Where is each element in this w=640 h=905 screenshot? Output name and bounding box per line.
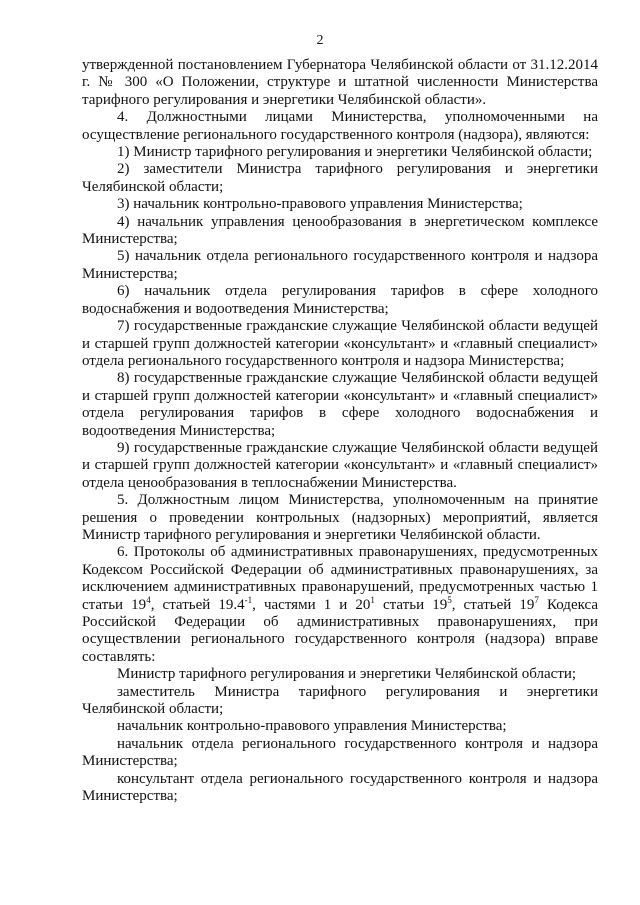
list-item-text: 5) начальник отдела регионального государственного контроля и надзора Министерства; (82, 248, 598, 282)
superscript: 5 (447, 594, 452, 605)
list-item (82, 144, 598, 161)
paragraph-text: Кодекса Российской Федерации об административных правонарушениях, при осуществлении регионального государственного контроля (надзора) вправе составлять: (82, 596, 599, 665)
paragraph-text: 6. Протоколы об административных правонарушениях, предусмотренных Кодексом Российской Федерации об административных правонарушениях, за исключением административных правонарушений, предусмотренных частью 1 статьи 19 (82, 544, 598, 613)
list-item (82, 771, 598, 806)
paragraph (82, 544, 598, 666)
list-item-text: 6) начальник отдела регулирования тарифов в сфере холодного водоснабжения и водоотведения Министерства; (82, 283, 598, 317)
document-body (82, 57, 598, 805)
paragraph-text: утвержденной постановлением Губернатора Челябинской области от 31.12.2014 г. № 300 «О Положении, структуре и штатной численности Министерства тарифного регулирования и энергетики Челябинской области». (82, 57, 598, 108)
paragraph-text: статьи 19 (374, 596, 448, 613)
list-item-text: начальник отдела регионального государственного контроля и надзора Министерства; (82, 735, 598, 770)
superscript: -1 (244, 594, 253, 605)
list-item-text: 7) государственные гражданские служащие Челябинской области ведущей и старшей групп должностей категории «консультант» и «главный специалист» отдела регионального государственного контроля и надзора Министерства; (82, 318, 598, 369)
list-item (82, 283, 598, 318)
paragraph-text: 5. Должностным лицом Министерства, уполномоченным на принятие решения о проведении контрольных (надзорных) мероприятий, является Министр тарифного регулирования и энергетики Челябинской области. (82, 492, 598, 543)
list-item-text: заместитель Министра тарифного регулирования и энергетики Челябинской области; (82, 683, 598, 718)
list-item-text: Министр тарифного регулирования и энергетики Челябинской области; (117, 666, 577, 683)
superscript: 7 (534, 594, 539, 605)
list-item (82, 684, 598, 719)
superscript: 1 (370, 594, 375, 605)
page-number: 2 (316, 33, 324, 48)
list-item (82, 370, 598, 440)
paragraph-text: , статьей 19.4 (150, 596, 245, 613)
list-item-text: 2) заместители Министра тарифного регулирования и энергетики Челябинской области; (82, 161, 598, 195)
list-item-text: 1) Министр тарифного регулирования и энергетики Челябинской области; (117, 144, 593, 161)
list-item-text: 9) государственные гражданские служащие Челябинской области ведущей и старшей групп должностей категории «консультант» и «главный специалист» отдела ценообразования в теплоснабжении Министерства. (82, 439, 598, 491)
paragraph-text: , статьей 19 (451, 596, 535, 613)
list-item-text: 4) начальник управления ценообразования в энергетическом комплексе Министерства; (82, 213, 598, 248)
list-item (82, 161, 598, 196)
list-item (82, 214, 598, 249)
paragraph-text: 4. Должностными лицами Министерства, уполномоченными на осуществление регионального государственного контроля (надзора), являются: (82, 109, 598, 143)
list-item (82, 666, 598, 683)
list-item (82, 318, 598, 370)
paragraph (82, 109, 598, 144)
paragraph (82, 492, 598, 544)
paragraph (82, 57, 598, 109)
superscript: 4 (146, 594, 151, 605)
list-item (82, 718, 598, 735)
paragraph-text: , частями 1 и 20 (252, 596, 371, 613)
list-item-text: 8) государственные гражданские служащие Челябинской области ведущей и старшей групп должностей категории «консультант» и «главный специалист» отдела регулирования тарифов в сфере холодного водоснабжения и водоотведения Министерства; (82, 370, 598, 439)
list-item-text: консультант отдела регионального государственного контроля и надзора Министерства; (82, 770, 598, 805)
list-item-text: 3) начальник контрольно-правового управления Министерства; (117, 196, 523, 213)
list-item-text: начальник контрольно-правового управления Министерства; (117, 718, 507, 735)
list-item (82, 736, 598, 771)
list-item (82, 248, 598, 283)
list-item (82, 440, 598, 492)
list-item (82, 196, 598, 213)
